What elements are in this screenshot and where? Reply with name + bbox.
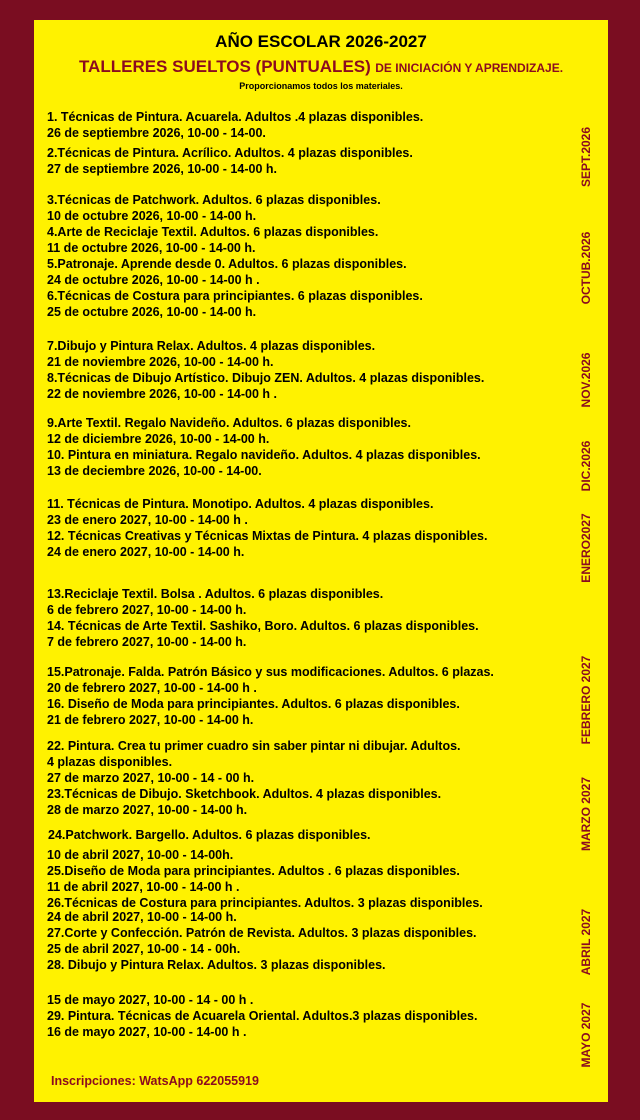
materials-note: Proporcionamos todos los materiales. bbox=[239, 81, 403, 91]
workshop-line: 26 de septiembre 2026, 10-00 - 14-00. bbox=[47, 126, 266, 140]
page-subtitle bbox=[34, 57, 608, 77]
workshop-line: 26.Técnicas de Costura para principiantes. Adultos. 3 plazas disponibles. bbox=[47, 896, 483, 910]
workshop-line: 24 de octubre 2026, 10-00 - 14-00 h . bbox=[47, 273, 260, 287]
month-label-text: SEPT.2026 bbox=[579, 126, 593, 188]
workshop-line: 27 de marzo 2027, 10-00 - 14 - 00 h. bbox=[47, 771, 255, 785]
workshop-line: 13 de deciembre 2026, 10-00 - 14-00. bbox=[47, 464, 262, 478]
schedule-panel bbox=[34, 20, 608, 1102]
workshop-line: 22. Pintura. Crea tu primer cuadro sin saber pintar ni dibujar. Adultos. bbox=[47, 739, 461, 753]
workshop-line: 11 de abril 2027, 10-00 - 14-00 h . bbox=[47, 880, 240, 894]
month-label-text: DIC.2026 bbox=[579, 440, 593, 492]
workshop-line: 24.Patchwork. Bargello. Adultos. 6 plazas disponibles. bbox=[48, 828, 371, 842]
workshop-line: 28. Dibujo y Pintura Relax. Adultos. 3 plazas disponibles. bbox=[47, 958, 386, 972]
month-label-text: OCTUB.2026 bbox=[579, 231, 593, 305]
workshop-line: 16. Diseño de Moda para principiantes. Adultos. 6 plazas disponibles. bbox=[47, 697, 460, 711]
workshop-line: 10 de abril 2027, 10-00 - 14-00h. bbox=[47, 848, 234, 862]
workshop-line: 29. Pintura. Técnicas de Acuarela Oriental. Adultos.3 plazas disponibles. bbox=[47, 1009, 478, 1023]
workshop-line: 27.Corte y Confección. Patrón de Revista. Adultos. 3 plazas disponibles. bbox=[47, 926, 477, 940]
subtitle-tail: DE INICIACIÓN Y APRENDIZAJE. bbox=[375, 61, 564, 75]
workshop-line: 12. Técnicas Creativas y Técnicas Mixtas de Pintura. 4 plazas disponibles. bbox=[47, 529, 488, 543]
workshop-line: 21 de febrero 2027, 10-00 - 14-00 h. bbox=[47, 713, 254, 727]
workshop-line: 2.Técnicas de Pintura. Acrílico. Adultos. 4 plazas disponibles. bbox=[47, 146, 413, 160]
workshop-line: 23.Técnicas de Dibujo. Sketchbook. Adultos. 4 plazas disponibles. bbox=[47, 787, 442, 801]
workshop-line: 22 de noviembre 2026, 10-00 - 14-00 h . bbox=[47, 387, 277, 401]
page-title: AÑO ESCOLAR 2026-2027 bbox=[215, 32, 427, 51]
month-label-text: MARZO 2027 bbox=[579, 776, 593, 852]
workshop-line: 7.Dibujo y Pintura Relax. Adultos. 4 plazas disponibles. bbox=[47, 339, 376, 353]
workshop-line: 3.Técnicas de Patchwork. Adultos. 6 plazas disponibles. bbox=[47, 193, 381, 207]
workshop-line: 1. Técnicas de Pintura. Acuarela. Adultos .4 plazas disponibles. bbox=[47, 110, 424, 124]
workshop-line: 24 de abril 2027, 10-00 - 14-00 h. bbox=[47, 910, 237, 924]
workshop-line: 10. Pintura en miniatura. Regalo navideño. Adultos. 4 plazas disponibles. bbox=[47, 448, 481, 462]
workshop-line: 4 plazas disponibles. bbox=[47, 755, 173, 769]
workshop-line: 12 de diciembre 2026, 10-00 - 14-00 h. bbox=[47, 432, 270, 446]
month-label-text: MAYO 2027 bbox=[579, 1002, 593, 1068]
workshop-line: 21 de noviembre 2026, 10-00 - 14-00 h. bbox=[47, 355, 274, 369]
workshop-line: 25 de octubre 2026, 10-00 - 14-00 h. bbox=[47, 305, 257, 319]
workshop-line: 24 de enero 2027, 10-00 - 14-00 h. bbox=[47, 545, 245, 559]
workshop-line: 11 de octubre 2026, 10-00 - 14-00 h. bbox=[47, 241, 256, 255]
workshop-line: 6.Técnicas de Costura para principiantes. 6 plazas disponibles. bbox=[47, 289, 423, 303]
registration-footer: Inscripciones: WatsApp 622055919 bbox=[51, 1074, 259, 1088]
workshop-line: 4.Arte de Reciclaje Textil. Adultos. 6 plazas disponibles. bbox=[47, 225, 379, 239]
workshop-line: 15 de mayo 2027, 10-00 - 14 - 00 h . bbox=[47, 993, 254, 1007]
workshop-line: 27 de septiembre 2026, 10-00 - 14-00 h. bbox=[47, 162, 277, 176]
workshop-line: 11. Técnicas de Pintura. Monotipo. Adultos. 4 plazas disponibles. bbox=[47, 497, 434, 511]
workshop-line: 25.Diseño de Moda para principiantes. Adultos . 6 plazas disponibles. bbox=[47, 864, 460, 878]
workshop-line: 28 de marzo 2027, 10-00 - 14-00 h. bbox=[47, 803, 248, 817]
workshop-line: 7 de febrero 2027, 10-00 - 14-00 h. bbox=[47, 635, 247, 649]
subtitle-main: TALLERES SUELTOS (PUNTUALES) bbox=[78, 57, 371, 76]
workshop-line: 5.Patronaje. Aprende desde 0. Adultos. 6 plazas disponibles. bbox=[47, 257, 407, 271]
workshop-line: 25 de abril 2027, 10-00 - 14 - 00h. bbox=[47, 942, 241, 956]
month-label-text: NOV.2026 bbox=[579, 352, 593, 408]
month-label-text: ABRIL 2027 bbox=[579, 908, 593, 976]
workshop-line: 20 de febrero 2027, 10-00 - 14-00 h . bbox=[47, 681, 257, 695]
month-label-text: ENERO2027 bbox=[579, 513, 593, 583]
workshop-line: 23 de enero 2027, 10-00 - 14-00 h . bbox=[47, 513, 248, 527]
workshop-line: 13.Reciclaje Textil. Bolsa . Adultos. 6 plazas disponibles. bbox=[47, 587, 384, 601]
workshop-line: 6 de febrero 2027, 10-00 - 14-00 h. bbox=[47, 603, 247, 617]
workshop-line: 9.Arte Textil. Regalo Navideño. Adultos. 6 plazas disponibles. bbox=[47, 416, 411, 430]
month-label-text: FEBRERO 2027 bbox=[579, 655, 593, 745]
workshop-line: 8.Técnicas de Dibujo Artístico. Dibujo ZEN. Adultos. 4 plazas disponibles. bbox=[47, 371, 485, 385]
workshop-line: 10 de octubre 2026, 10-00 - 14-00 h. bbox=[47, 209, 257, 223]
workshop-line: 15.Patronaje. Falda. Patrón Básico y sus modificaciones. Adultos. 6 plazas. bbox=[47, 665, 494, 679]
workshop-line: 16 de mayo 2027, 10-00 - 14-00 h . bbox=[47, 1025, 247, 1039]
workshop-line: 14. Técnicas de Arte Textil. Sashiko, Boro. Adultos. 6 plazas disponibles. bbox=[47, 619, 479, 633]
